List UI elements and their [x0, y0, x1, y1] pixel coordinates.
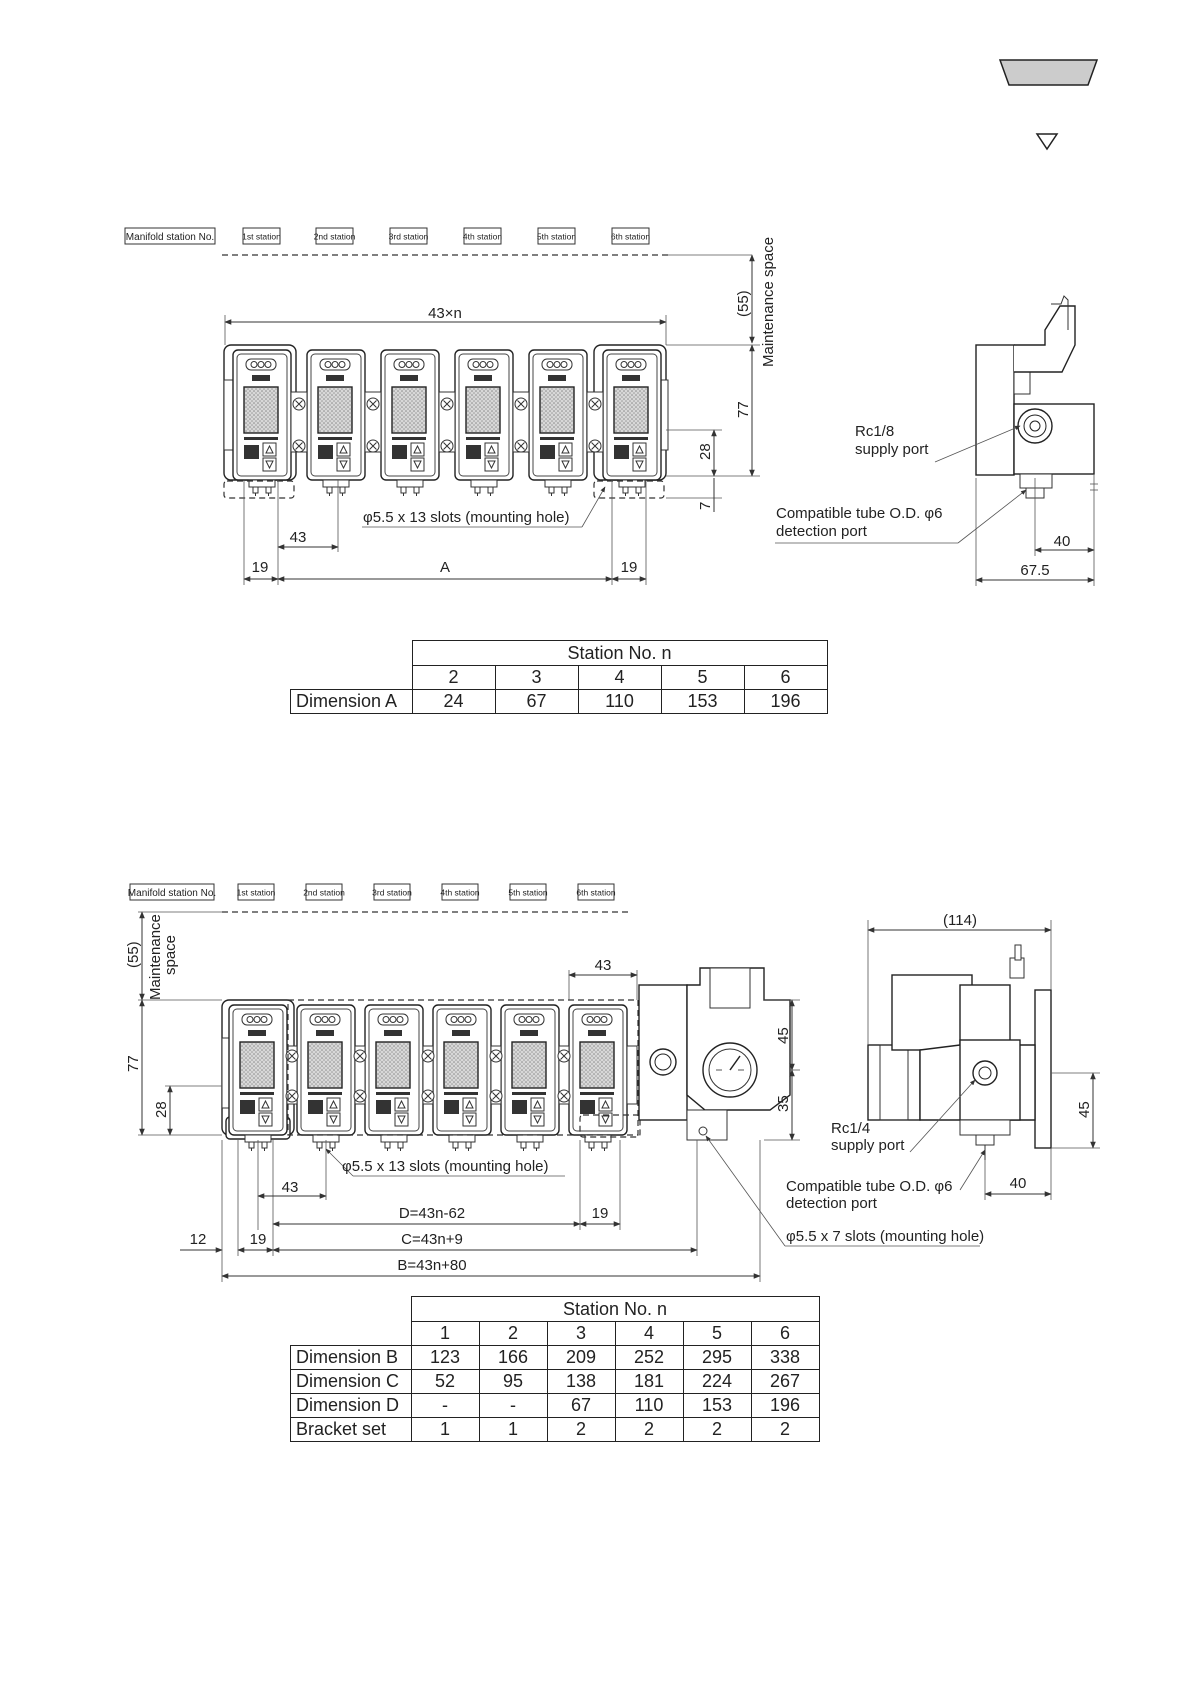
table-cell: 1 [479, 1418, 547, 1442]
table-cell: 2 [547, 1418, 615, 1442]
table-cell: 138 [547, 1370, 615, 1394]
dim-19-b: 19 [591, 1205, 609, 1222]
side-dim-40: 40 [1053, 533, 1071, 550]
height-dim-28: 28 [697, 443, 714, 460]
table-cell: 153 [683, 1394, 751, 1418]
reg-dim-35: 35 [775, 1095, 792, 1112]
row-label: Dimension B [291, 1346, 412, 1370]
table-col-head: 3 [495, 666, 578, 690]
table-header-station: Station No. n [412, 641, 827, 666]
station-row-label: Manifold station No. [127, 888, 217, 899]
table-cell: 153 [661, 690, 744, 714]
table-cell: 67 [495, 690, 578, 714]
table-cell: 181 [615, 1370, 683, 1394]
gauge-module [233, 350, 291, 496]
gauge-module [307, 350, 365, 496]
table-cell: 2 [683, 1418, 751, 1442]
trapezoid-marker [1000, 60, 1097, 85]
triangle-marker [1037, 134, 1057, 149]
maintenance-dim: (55) [735, 290, 752, 317]
table-row [291, 1346, 820, 1370]
table-cell: 2 [615, 1418, 683, 1442]
station-tag: 1st station [236, 887, 276, 898]
detection-port2-line2: detection port [786, 1195, 877, 1212]
station-tag: 3rd station [372, 887, 412, 898]
gauge-module [529, 350, 587, 496]
supply-port2-line2: supply port [831, 1137, 905, 1154]
table-row [291, 1394, 820, 1418]
table-row [291, 1370, 820, 1394]
row-label: Dimension C [291, 1370, 412, 1394]
dim-a: A [439, 559, 451, 576]
station-row-label: Manifold station No. [125, 232, 215, 243]
table-col-head: 4 [615, 1322, 683, 1346]
gauge-module [381, 350, 439, 496]
gauge-module [501, 1005, 559, 1151]
table-col-head: 5 [661, 666, 744, 690]
maintenance-space-label: Maintenance space [760, 236, 777, 367]
table-cell: 110 [578, 690, 661, 714]
table-cell: 52 [411, 1370, 479, 1394]
station-tag: 1st station [242, 231, 281, 242]
table-header-station: Station No. n [411, 1297, 819, 1322]
gauge-module [297, 1005, 355, 1151]
table-col-head: 1 [411, 1322, 479, 1346]
station-tag: 6th station [610, 231, 651, 242]
table-col-head: 5 [683, 1322, 751, 1346]
station-tag: 2nd station [303, 887, 345, 898]
table-cell: - [411, 1394, 479, 1418]
side-dim-45: 45 [1076, 1101, 1093, 1118]
pitch-dim-43: 43 [289, 529, 307, 546]
station-row-1 [125, 228, 650, 244]
table-cell: 196 [744, 690, 827, 714]
table-col-head: 2 [479, 1322, 547, 1346]
dim-c: C=43n+9 [401, 1231, 463, 1248]
table-cell: 252 [615, 1346, 683, 1370]
side-view-2 [868, 945, 1051, 1160]
side-view-1 [976, 296, 1098, 500]
detection-port2-line1: Compatible tube O.D. φ6 [786, 1178, 953, 1195]
pitch-top-43: 43 [594, 957, 612, 974]
diagram-2 [125, 884, 1100, 1282]
height-dim-28-2: 28 [153, 1101, 170, 1118]
maintenance-space-line2: space [162, 934, 179, 975]
left-dim-19: 19 [251, 559, 269, 576]
table-col-head: 6 [751, 1322, 819, 1346]
dimension-table-a [290, 640, 828, 714]
table-cell: 123 [411, 1346, 479, 1370]
row-label: Dimension D [291, 1394, 412, 1418]
side-width-114: (114) [943, 912, 977, 929]
table-col-head: 3 [547, 1322, 615, 1346]
table-cell: 24 [412, 690, 495, 714]
diagram-1 [125, 228, 1098, 586]
maintenance-space-line1: Maintenance [147, 914, 164, 1000]
gauge-module [569, 1005, 627, 1151]
side-dim-40-2: 40 [1009, 1175, 1027, 1192]
station-tag: 2nd station [313, 231, 356, 242]
table-cell: 95 [479, 1370, 547, 1394]
gauge-module [433, 1005, 491, 1151]
dim-d: D=43n-62 [398, 1205, 466, 1222]
detection-port-line2: detection port [776, 523, 867, 540]
supply-port2-line1: Rc1/4 [831, 1120, 871, 1137]
slots-note-2: φ5.5 x 13 slots (mounting hole) [342, 1158, 549, 1175]
height-dim-77-2: 77 [125, 1055, 142, 1072]
station-tag: 5th station [536, 231, 577, 242]
table-cell: 267 [751, 1370, 819, 1394]
table-cell: 166 [479, 1346, 547, 1370]
table-cell: 67 [547, 1394, 615, 1418]
table-cell: 295 [683, 1346, 751, 1370]
regulator-block [639, 968, 790, 1140]
station-tag: 4th station [440, 887, 480, 898]
table-cell: 196 [751, 1394, 819, 1418]
supply-port-line1: Rc1/8 [855, 423, 895, 440]
row-label: Dimension A [291, 690, 413, 714]
table-row [291, 690, 828, 714]
table-cell: 209 [547, 1346, 615, 1370]
dimension-table-bcd [290, 1296, 820, 1442]
table-cell: 1 [411, 1418, 479, 1442]
maintenance-dim-2: (55) [125, 941, 142, 968]
table-col-head: 6 [744, 666, 827, 690]
reg-dim-45: 45 [775, 1027, 792, 1044]
table-col-head: 4 [578, 666, 661, 690]
station-row-2 [128, 884, 616, 900]
side-dim-67-5: 67.5 [1020, 562, 1050, 579]
gauge-module [455, 350, 513, 496]
station-tag: 6th station [576, 887, 616, 898]
table-cell: - [479, 1394, 547, 1418]
gauge-module [365, 1005, 423, 1151]
right-dim-19: 19 [620, 559, 638, 576]
gauge-module [603, 350, 661, 496]
station-tag: 5th station [508, 887, 548, 898]
height-dim-77: 77 [735, 401, 752, 418]
width-dim-43xn: 43×n [428, 305, 462, 322]
table-cell: 110 [615, 1394, 683, 1418]
slots-note-1: φ5.5 x 13 slots (mounting hole) [363, 509, 570, 526]
station-tag: 3rd station [388, 231, 429, 242]
table-col-head: 2 [412, 666, 495, 690]
left-dim-19-2: 19 [249, 1231, 267, 1248]
table-cell: 224 [683, 1370, 751, 1394]
table-row [291, 1418, 820, 1442]
detection-port-line1: Compatible tube O.D. φ6 [776, 505, 943, 522]
height-dim-7: 7 [697, 501, 714, 510]
pitch-dim-43-2: 43 [281, 1179, 299, 1196]
table-cell: 338 [751, 1346, 819, 1370]
left-dim-12: 12 [189, 1231, 207, 1248]
station-tag: 4th station [462, 231, 503, 242]
row-label: Bracket set [291, 1418, 412, 1442]
gauge-module [229, 1005, 287, 1151]
slots7-note: φ5.5 x 7 slots (mounting hole) [786, 1228, 985, 1245]
table-cell: 2 [751, 1418, 819, 1442]
supply-port-line2: supply port [855, 441, 929, 458]
dim-b: B=43n+80 [397, 1257, 467, 1274]
